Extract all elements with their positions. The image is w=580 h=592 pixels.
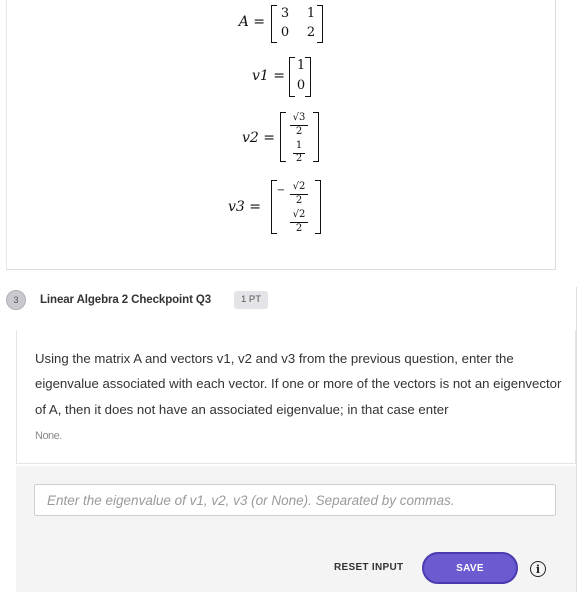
answer-area (16, 466, 576, 592)
question-title: Linear Algebra 2 Checkpoint Q3 (40, 294, 212, 306)
question-body: Using the matrix A and vectors v1, v2 and v3 from the previous question, enter the eigenvalue associated with each vector. If one or more of the vectors is not an eigenvector of A, then it does not have an associated eigenvalue; in that case enter (35, 351, 562, 417)
question-body-end: None. (35, 429, 62, 442)
vector-cell: 0 (296, 78, 306, 93)
vector-v1-label: v1 = (252, 68, 285, 84)
left-bracket (280, 112, 286, 162)
fraction-numerator: √2 (292, 181, 306, 192)
fraction-denominator: 2 (295, 195, 303, 206)
fraction-denominator: 2 (295, 223, 303, 234)
divider (576, 287, 577, 592)
question-text (35, 346, 565, 449)
fraction-numerator: 1 (295, 140, 303, 151)
matrix-cell: 1 (306, 6, 316, 21)
previous-question-card (6, 0, 556, 270)
question-card (16, 330, 576, 464)
right-bracket (313, 112, 319, 162)
vector-v2-label: v2 = (242, 130, 275, 146)
question-number-badge: 3 (6, 290, 26, 310)
fraction-denominator: 2 (295, 126, 303, 137)
vector-v3-label: v3 = (228, 199, 261, 215)
matrix-a-label: A = (238, 14, 265, 30)
fraction-numerator: √2 (292, 209, 306, 220)
reset-input-button[interactable]: RESET INPUT (334, 562, 404, 573)
matrix-cell: 3 (280, 6, 290, 21)
right-bracket (315, 180, 321, 234)
matrix-cell: 0 (280, 25, 290, 40)
right-bracket (305, 57, 311, 97)
fraction-denominator: 2 (295, 153, 303, 164)
question-header (0, 287, 580, 315)
save-button[interactable]: SAVE (422, 552, 518, 584)
vector-cell: 1 (296, 58, 306, 73)
matrix-cell: 2 (306, 25, 316, 40)
fraction-numerator: √3 (292, 112, 306, 123)
eigenvalue-answer-input[interactable] (34, 484, 556, 516)
info-icon[interactable]: i (530, 561, 546, 577)
minus-sign: − (276, 185, 286, 196)
points-badge: 1 PT (234, 291, 268, 309)
right-bracket (317, 5, 323, 43)
